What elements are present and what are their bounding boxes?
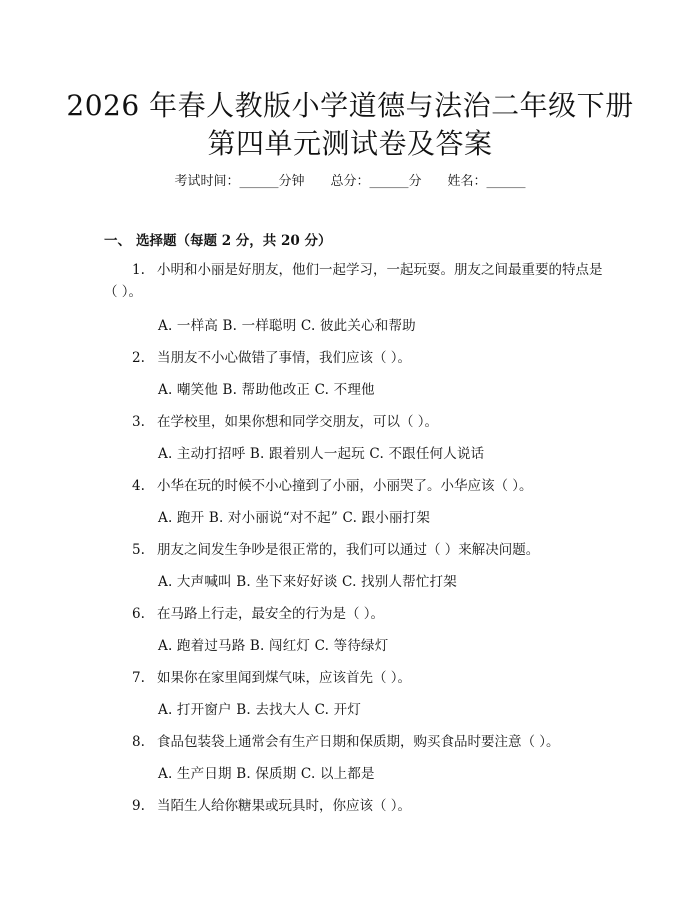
question-text: 朋友之间发生争吵是很正常的，我们可以通过（ ）来解决问题。 bbox=[157, 542, 540, 558]
question-text: 当朋友不小心做错了事情，我们应该（ ）。 bbox=[157, 350, 412, 366]
exam-time-field: 考试时间：______分钟 bbox=[174, 174, 305, 189]
student-name-field: 姓名：______ bbox=[447, 174, 526, 189]
question-8-options: A. 生产日期 B. 保质期 C. 以上都是 bbox=[158, 766, 375, 782]
question-text: 小华在玩的时候不小心撞到了小丽，小丽哭了。小华应该（ ）。 bbox=[157, 478, 533, 494]
question-5-options: A. 大声喊叫 B. 坐下来好好谈 C. 找别人帮忙打架 bbox=[158, 574, 457, 590]
question-number: 5. bbox=[132, 542, 145, 558]
question-2 bbox=[132, 346, 411, 366]
question-7 bbox=[132, 666, 411, 686]
question-4 bbox=[132, 474, 533, 494]
question-8 bbox=[132, 730, 560, 750]
question-4-options: A. 跑开 B. 对小丽说“对不起” C. 跟小丽打架 bbox=[158, 510, 431, 526]
question-text: 小明和小丽是好朋友，他们一起学习，一起玩耍。朋友之间最重要的特点是（ ）。 bbox=[104, 262, 603, 300]
question-3 bbox=[132, 410, 438, 430]
question-9 bbox=[132, 794, 411, 814]
section-heading bbox=[104, 229, 331, 249]
question-number: 4. bbox=[132, 478, 145, 494]
question-2-options: A. 嘲笑他 B. 帮助他改正 C. 不理他 bbox=[158, 382, 375, 398]
question-5 bbox=[132, 538, 539, 558]
question-3-options: A. 主动打招呼 B. 跟着别人一起玩 C. 不跟任何人说话 bbox=[158, 446, 485, 462]
question-6-options: A. 跑着过马路 B. 闯红灯 C. 等待绿灯 bbox=[158, 638, 389, 654]
question-6 bbox=[132, 602, 384, 622]
exam-info bbox=[0, 170, 700, 189]
question-text: 当陌生人给你糖果或玩具时，你应该（ ）。 bbox=[157, 798, 412, 814]
question-number: 7. bbox=[132, 670, 145, 686]
question-number: 8. bbox=[132, 734, 145, 750]
question-number: 3. bbox=[132, 414, 145, 430]
document-title-line-1: 2026 年春人教版小学道德与法治二年级下册 bbox=[66, 89, 634, 122]
question-1-options: A. 一样高 B. 一样聪明 C. 彼此关心和帮助 bbox=[158, 318, 416, 334]
section-number: 一、 bbox=[104, 233, 131, 249]
question-number: 9. bbox=[132, 798, 145, 814]
section-title: 选择题（每题 2 分，共 20 分） bbox=[136, 233, 332, 249]
question-text: 食品包装袋上通常会有生产日期和保质期，购买食品时要注意（ ）。 bbox=[157, 734, 560, 750]
question-text: 在学校里，如果你想和同学交朋友，可以（ ）。 bbox=[157, 414, 439, 430]
question-number: 1. bbox=[132, 262, 145, 278]
question-number: 2. bbox=[132, 350, 145, 366]
question-number: 6. bbox=[132, 606, 145, 622]
question-7-options: A. 打开窗户 B. 去找大人 C. 开灯 bbox=[158, 702, 362, 718]
question-text: 在马路上行走，最安全的行为是（ ）。 bbox=[157, 606, 385, 622]
total-score-field: 总分：______分 bbox=[330, 174, 422, 189]
question-text: 如果你在家里闻到煤气味，应该首先（ ）。 bbox=[157, 670, 412, 686]
document-title-line-2: 第四单元测试卷及答案 bbox=[207, 127, 493, 160]
question-1 bbox=[104, 259, 604, 303]
